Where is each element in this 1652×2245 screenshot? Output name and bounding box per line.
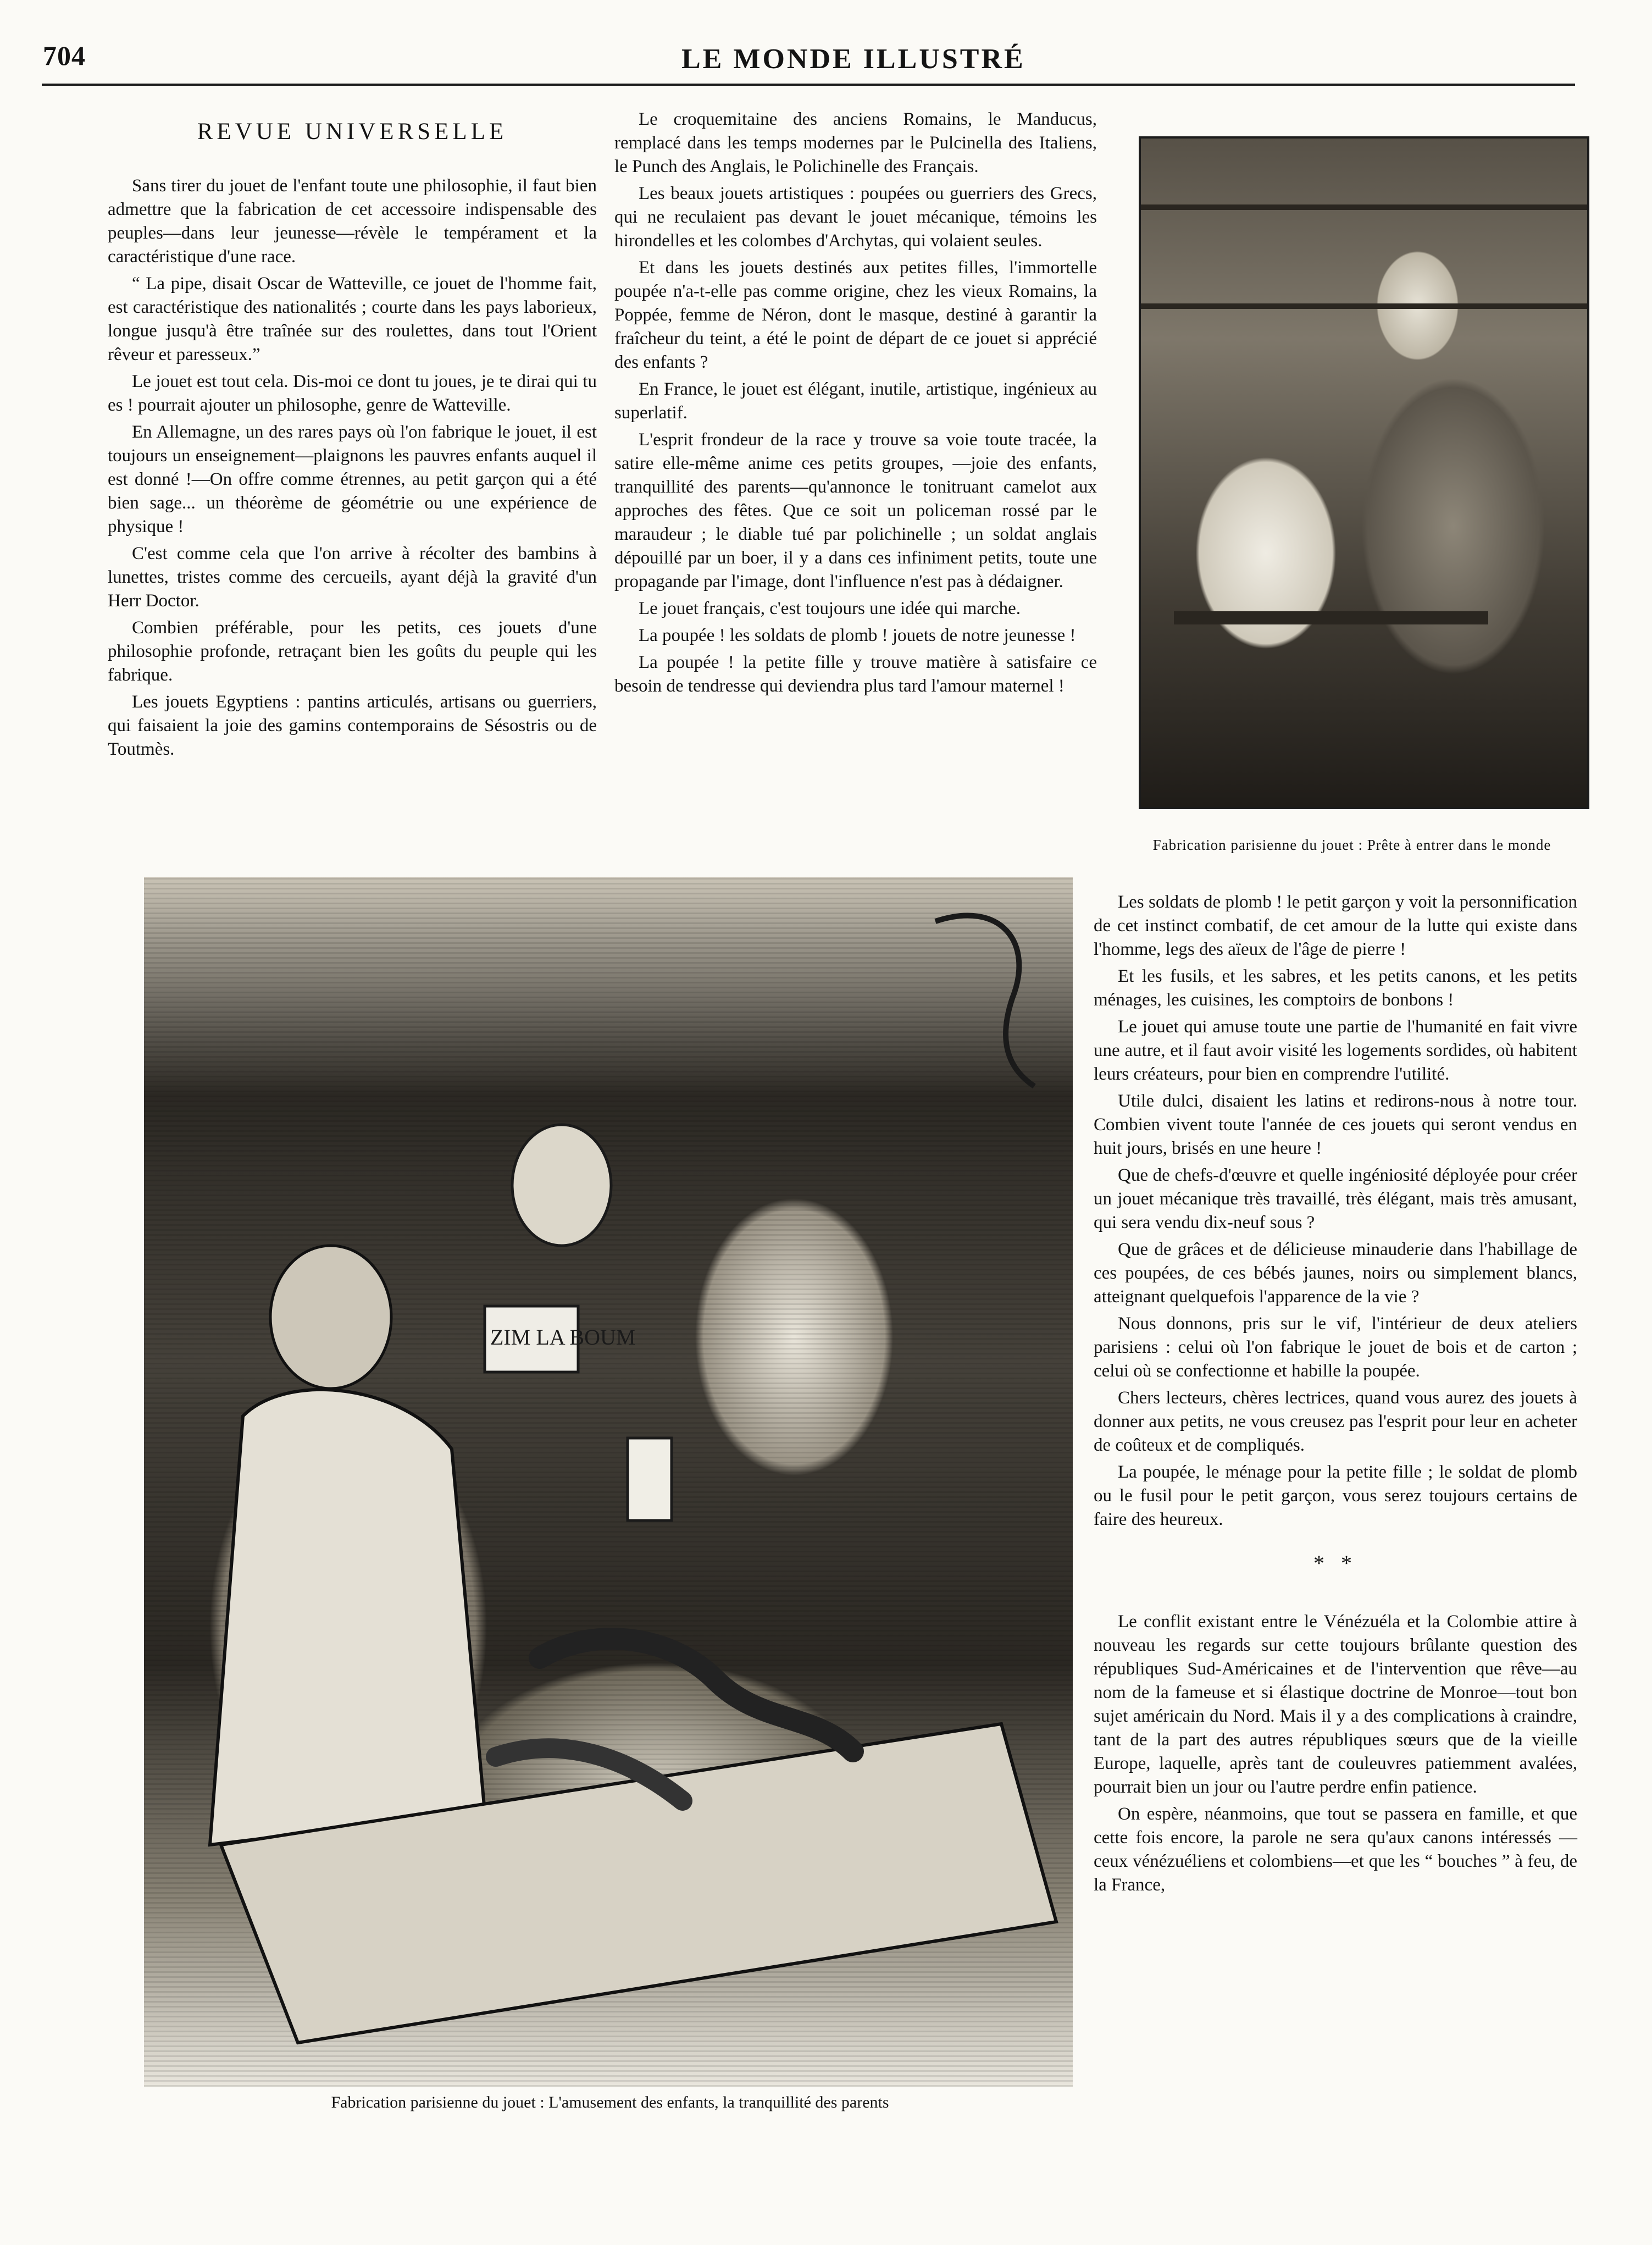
toy-figure-head (512, 1125, 611, 1246)
toy-figure-sign-text: ZIM LA BOUM (490, 1325, 636, 1350)
paragraph: Que de grâces et de délicieuse minauderie dans l'habillage de ces poupées, de ces bébés jaunes, noirs ou simplement blancs, atteignant quelquefois l'apparence de la vie ? (1094, 1240, 1577, 1307)
photo-caption: Fabrication parisienne du jouet : Prête à entrer dans le monde (1152, 837, 1551, 853)
paragraph: La poupée ! les soldats de plomb ! jouets de notre jeunesse ! (639, 626, 1076, 645)
paragraph: Les jouets Egyptiens : pantins articulés, artisans ou guerriers, qui faisaient la joie des gamins contemporains de Sésostris ou de Toutmès. (108, 692, 597, 759)
worker-body (210, 1390, 485, 1845)
paragraph: Sans tirer du jouet de l'enfant toute une philosophie, il faut bien admettre que la fabrication de cet accessoire indispensable des peuples—dans leur jeunesse—révèle le tempérament et la caractéristique d'une race. (108, 176, 597, 267)
engraving-caption: Fabrication parisienne du jouet : L'amusement des enfants, la tranquillité des parents (331, 2093, 889, 2111)
running-title: LE MONDE ILLUSTRÉ (681, 43, 1025, 75)
paragraph: Que de chefs-d'œuvre et quelle ingéniosité déployée pour créer un jouet mécanique très travaillé, très élégant, mais très amusant, qui sera vendu dix-neuf sous ? (1094, 1165, 1577, 1232)
paragraph: Les beaux jouets artistiques : poupées ou guerriers des Grecs, qui ne reculaient pas devant le jouet mécanique, témoins les hirondelles et les colombes d'Archytas, qui volaient seules. (614, 184, 1097, 251)
photo-shelf (1141, 303, 1587, 309)
page-number: 704 (43, 40, 86, 71)
paragraph: La poupée ! la petite fille y trouve matière à satisfaire ce besoin de tendresse qui deviendra plus tard l'amour maternel ! (614, 653, 1097, 696)
column-1 (108, 115, 597, 765)
photo-table (1174, 611, 1488, 624)
paragraph: Le jouet qui amuse toute une partie de l'humanité en fait vivre une autre, et il faut avoir visité les logements sordides, où habitent leurs créateurs, pour bien en comprendre l'utilité. (1094, 1017, 1577, 1084)
engraving-toy-workshop (144, 877, 1073, 2087)
toy-figure-base (628, 1438, 672, 1520)
paragraph: Nous donnons, pris sur le vif, l'intérieur de deux ateliers parisiens : celui où l'on fabrique le jouet de bois et de carton ; celui où se confectionne et habille la poupée. (1094, 1314, 1577, 1381)
paragraph: Et dans les jouets destinés aux petites filles, l'immortelle poupée n'a-t-elle pas comme origine, chez les vieux Romains, la Poppée, femme de Néron, dont le masque, destiné à garantir la fraîcheur du teint, a été le point de départ de ce jouet si apprécié des enfants ? (614, 258, 1097, 372)
column-3 (1094, 891, 1577, 1900)
engraving-drawing (144, 877, 1073, 2087)
toy-pieces (540, 1639, 853, 1751)
paragraph: Et les fusils, et les sabres, et les petits canons, et les petits ménages, les cuisines, les comptoirs de bonbons ! (1094, 966, 1577, 1010)
paragraph: La poupée, le ménage pour la petite fille ; le soldat de plomb ou le fusil pour le petit garçon, vous serez toujours certains de faire des heureux. (1094, 1462, 1577, 1529)
paragraph: Le jouet français, c'est toujours une idée qui marche. (639, 599, 1021, 618)
paragraph: Le conflit existant entre le Vénézuéla et la Colombie attire à nouveau les regards sur cette toujours brûlante question des républiques Sud-Américaines et de l'intervention que rêve—au nom de la fameuse et si élastique doctrine de Monroe—tout bon sujet américain du Nord. Mais il y a des complications à craindre, tant de la part des autres républiques sœurs que de la vieille Europe, laquelle, après tant de couleuvres patiemment avalées, pourrait bien un jour ou l'autre perdre enfin patience. (1094, 1612, 1577, 1797)
paragraph: “ La pipe, disait Oscar de Watteville, ce jouet de l'homme fait, est caractéristique des nationalités ; courte dans les pays laborieux, longue jusqu'à être traînée sur des roulettes, dans tout l'Orient rêveur et paresseux.” (108, 274, 597, 364)
paragraph: C'est comme cela que l'on arrive à récolter des bambins à lunettes, tristes comme des cercueils, ayant déjà la gravité d'un Herr Doctor. (108, 544, 597, 611)
swan-neck (935, 915, 1034, 1086)
worker-head (270, 1246, 391, 1389)
paragraph: L'esprit frondeur de la race y trouve sa voie toute tracée, la satire elle-même anime ces petits groupes, —joie des enfants, tranquillité des parents—qu'annonce le tonitruant camelot aux approches des fêtes. Que ce soit un policeman rossé par le maraudeur ; le diable tué par polichinelle ; un soldat anglais dépouillé par un boer, il y a dans ces infiniment petits, toute une propagande par l'image, dont l'influence n'est pas à dédaigner. (614, 430, 1097, 591)
paragraph: On espère, néanmoins, que tout se passera en famille, et que cette fois encore, la parole ne sera qu'aux canons intéressés — ceux vénézuéliens et colombiens—et que les “ bouches ” à feu, de la France, (1094, 1804, 1577, 1895)
section-separator: * * (1313, 1551, 1357, 1575)
paragraph: En Allemagne, un des rares pays où l'on fabrique le jouet, il est toujours un enseignement—plaignons les pauvres enfants auquel il est donné !—On offre comme étrennes, au petit garçon qui a été bien sage... un théorème de géométrie ou une expérience de physique ! (108, 422, 597, 537)
paragraph: Le jouet est tout cela. Dis-moi ce dont tu joues, je te dirai qui tu es ! pourrait ajouter un philosophe, genre de Watteville. (108, 372, 597, 415)
photo-doll-maker (1139, 136, 1589, 809)
paragraph: Le croquemitaine des anciens Romains, le Manducus, remplacé dans les temps modernes par le Pulcinella des Italiens, le Punch des Anglais, le Polichinelle des Français. (614, 109, 1097, 176)
paragraph: Utile dulci, disaient les latins et redirons-nous à notre tour. Combien vivent toute l'année de ces jouets qui seront vendus en huit jours, brisés en une heure ! (1094, 1091, 1577, 1158)
paragraph: Chers lecteurs, chères lectrices, quand vous aurez des jouets à donner aux petits, ne vous creusez pas l'esprit pour leur en acheter de coûteux et de compliqués. (1094, 1388, 1577, 1455)
column-2 (614, 108, 1097, 701)
section-heading: REVUE UNIVERSELLE (197, 119, 508, 145)
paragraph: En France, le jouet est élégant, inutile, artistique, ingénieux au superlatif. (614, 379, 1097, 423)
header-rule (42, 84, 1575, 86)
paragraph: Les soldats de plomb ! le petit garçon y voit la personnification de cet instinct combatif, de cet amour de la lutte qui existe dans l'homme, legs des aïeux de l'âge de pierre ! (1094, 892, 1577, 959)
paragraph: Combien préférable, pour les petits, ces jouets d'une philosophie profonde, retraçant bien les goûts du peuple qui les fabrique. (108, 618, 597, 685)
photo-shelf (1141, 204, 1587, 210)
